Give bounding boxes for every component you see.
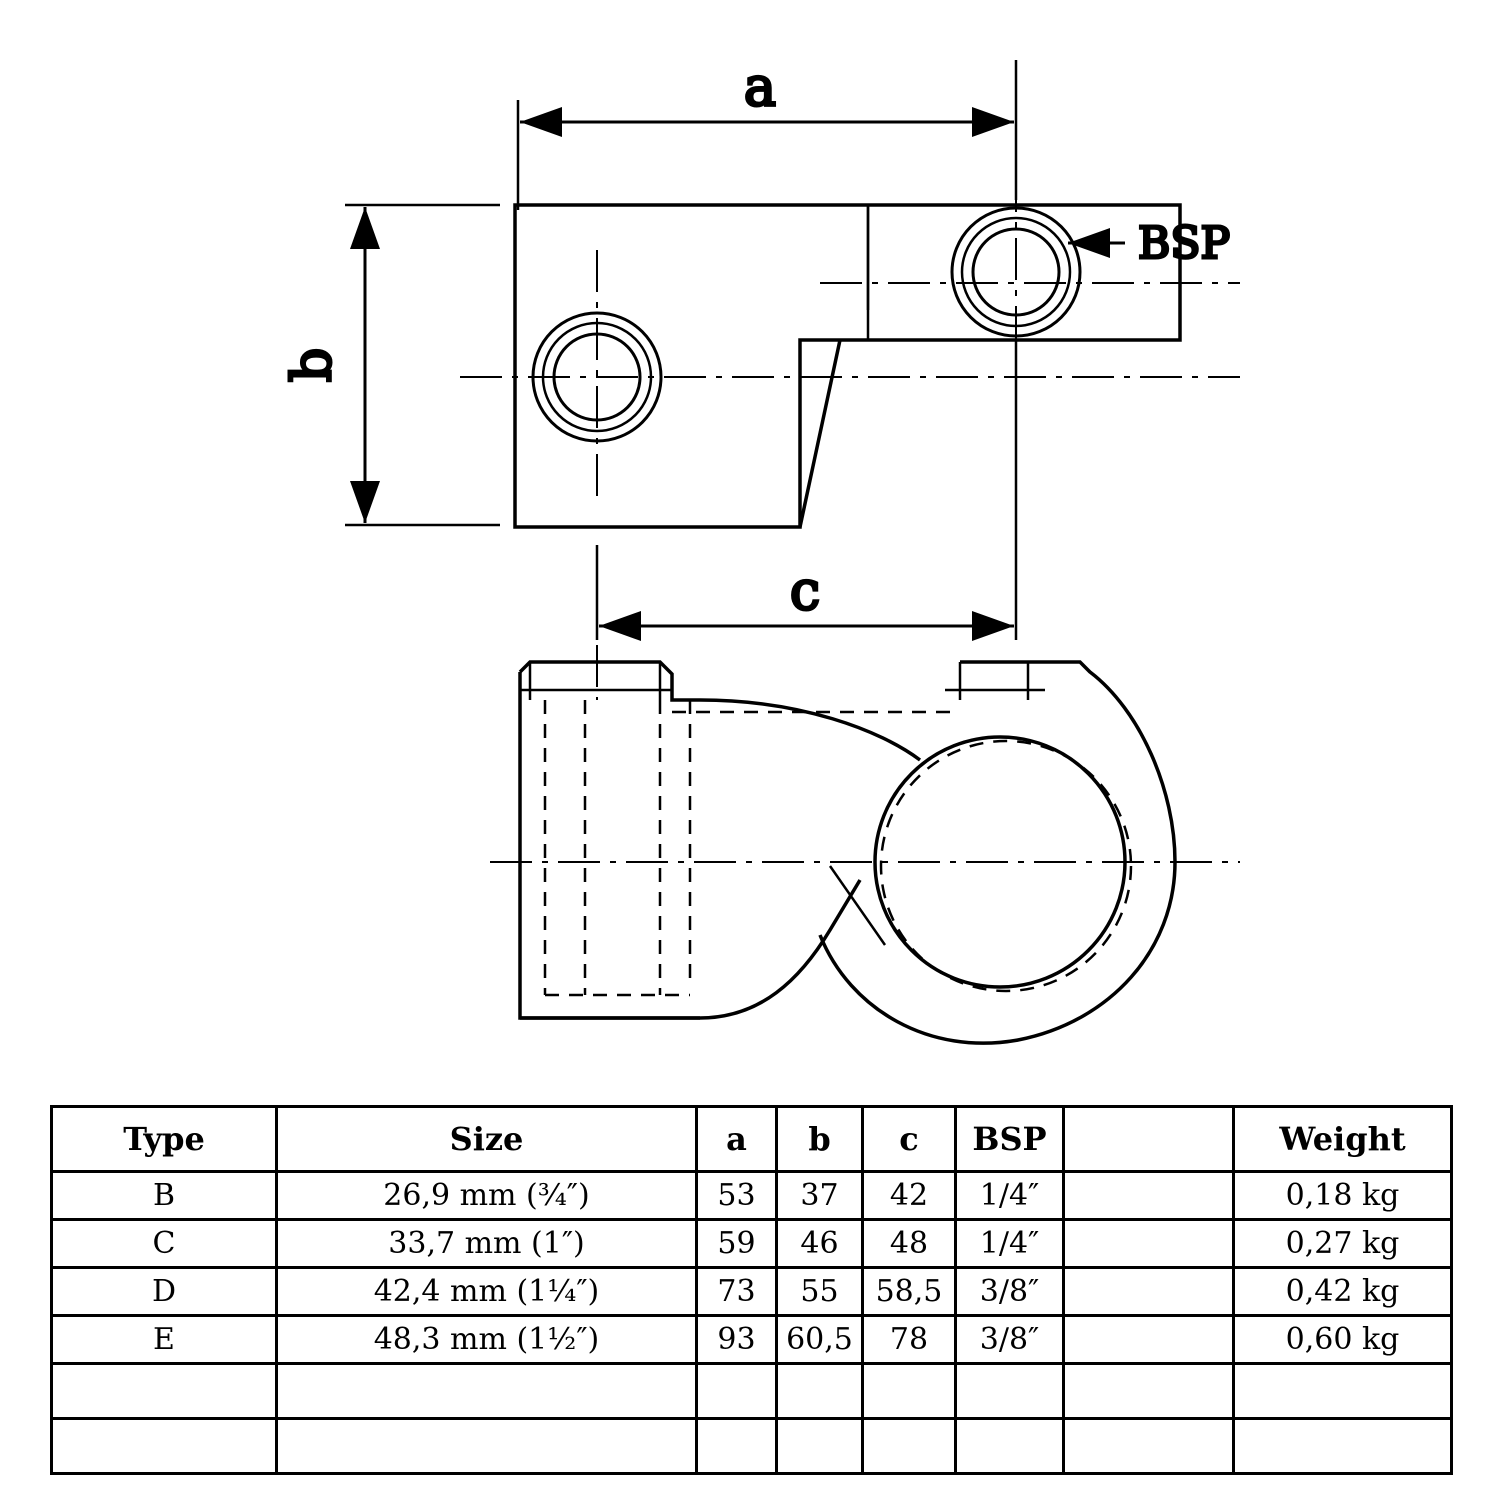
table-row — [52, 1172, 1452, 1220]
header-blank — [1064, 1107, 1234, 1172]
header-b: b — [777, 1107, 863, 1172]
table-row-empty — [52, 1364, 1452, 1419]
cell-empty — [777, 1419, 863, 1474]
table-row — [52, 1220, 1452, 1268]
cell-empty — [863, 1364, 956, 1419]
cell-blank — [1064, 1268, 1234, 1316]
dim-label-a: a — [743, 55, 777, 118]
cell-c: 78 — [863, 1316, 956, 1364]
cell-weight: 0,60 kg — [1234, 1316, 1452, 1364]
cell-empty — [697, 1419, 777, 1474]
cell-blank — [1064, 1172, 1234, 1220]
cell-a: 93 — [697, 1316, 777, 1364]
cell-size: 26,9 mm (¾″) — [277, 1172, 697, 1220]
cell-size: 48,3 mm (1½″) — [277, 1316, 697, 1364]
cell-bsp: 1/4″ — [956, 1220, 1064, 1268]
dim-label-b: b — [280, 347, 343, 383]
cell-a: 53 — [697, 1172, 777, 1220]
cell-b: 46 — [777, 1220, 863, 1268]
cell-bsp: 3/8″ — [956, 1268, 1064, 1316]
cell-b: 37 — [777, 1172, 863, 1220]
table-row — [52, 1316, 1452, 1364]
cell-empty — [1064, 1364, 1234, 1419]
table-row — [52, 1268, 1452, 1316]
cell-weight: 0,27 kg — [1234, 1220, 1452, 1268]
cell-type: E — [52, 1316, 277, 1364]
cell-bsp: 1/4″ — [956, 1172, 1064, 1220]
cell-blank — [1064, 1316, 1234, 1364]
cell-empty — [1064, 1419, 1234, 1474]
cell-a: 59 — [697, 1220, 777, 1268]
dim-label-c: c — [789, 559, 821, 622]
header-a: a — [697, 1107, 777, 1172]
header-type: Type — [52, 1107, 277, 1172]
cell-empty — [863, 1419, 956, 1474]
cell-empty — [52, 1364, 277, 1419]
header-c: c — [863, 1107, 956, 1172]
cell-type: D — [52, 1268, 277, 1316]
cell-b: 55 — [777, 1268, 863, 1316]
header-bsp: BSP — [956, 1107, 1064, 1172]
cell-bsp: 3/8″ — [956, 1316, 1064, 1364]
cell-empty — [1234, 1364, 1452, 1419]
cell-empty — [1234, 1419, 1452, 1474]
cell-c: 48 — [863, 1220, 956, 1268]
cell-c: 42 — [863, 1172, 956, 1220]
header-weight: Weight — [1234, 1107, 1452, 1172]
table-header-row — [52, 1107, 1452, 1172]
cell-empty — [956, 1364, 1064, 1419]
cell-size: 42,4 mm (1¼″) — [277, 1268, 697, 1316]
cell-type: B — [52, 1172, 277, 1220]
cell-empty — [277, 1364, 697, 1419]
cell-b: 60,5 — [777, 1316, 863, 1364]
cell-empty — [956, 1419, 1064, 1474]
cell-blank — [1064, 1220, 1234, 1268]
cell-empty — [777, 1364, 863, 1419]
cell-type: C — [52, 1220, 277, 1268]
cell-a: 73 — [697, 1268, 777, 1316]
cell-c: 58,5 — [863, 1268, 956, 1316]
cell-empty — [277, 1419, 697, 1474]
cell-weight: 0,18 kg — [1234, 1172, 1452, 1220]
cell-weight: 0,42 kg — [1234, 1268, 1452, 1316]
cell-size: 33,7 mm (1″) — [277, 1220, 697, 1268]
cell-empty — [697, 1364, 777, 1419]
table-row-empty — [52, 1419, 1452, 1474]
specification-table-container — [50, 1105, 1450, 1475]
header-size: Size — [277, 1107, 697, 1172]
cell-empty — [52, 1419, 277, 1474]
bsp-label: BSP — [1138, 218, 1231, 269]
specification-table — [50, 1105, 1453, 1475]
